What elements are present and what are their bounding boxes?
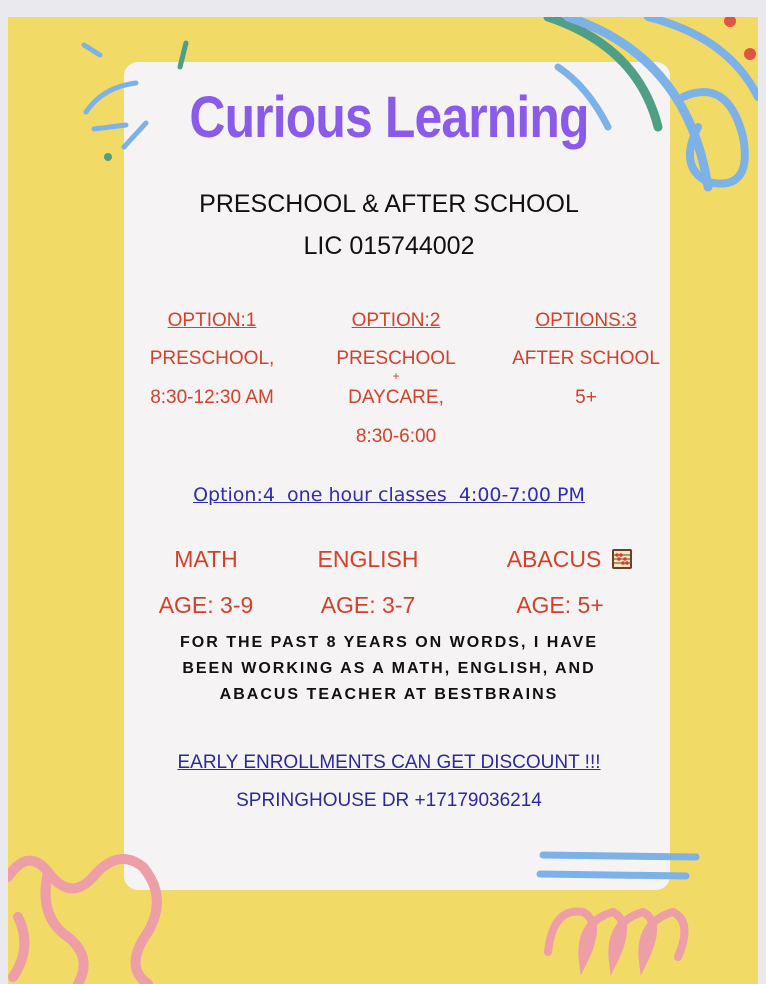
experience-line-3: ABACUS TEACHER AT BESTBRAINS: [219, 686, 559, 703]
option-1-heading: OPTION:1: [167, 310, 257, 331]
subject-english: ENGLISH: [317, 546, 419, 572]
pink-loops-bottomright: [548, 912, 684, 963]
subject-math: MATH: [174, 546, 238, 572]
subject-english-age: AGE: 3-7: [320, 592, 416, 618]
subject-abacus: ABACUS: [506, 546, 602, 572]
option-4-line: Option:4 one hour classes 4:00-7:00 PM: [193, 484, 585, 506]
option-2-line1: PRESCHOOL: [336, 348, 456, 369]
abacus-icon: [611, 548, 633, 570]
contact-info: SPRINGHOUSE DR +17179036214: [236, 790, 542, 811]
option-3-heading: OPTIONS:3: [535, 310, 637, 331]
option-2-heading: OPTION:2: [351, 310, 441, 331]
option-2-line3: 8:30-6:00: [355, 426, 437, 447]
discount-notice: EARLY ENROLLMENTS CAN GET DISCOUNT !!!: [177, 752, 601, 773]
option-3-line2: 5+: [575, 387, 597, 408]
option-1-line2: 8:30-12:30 AM: [150, 387, 274, 408]
option-2-line2: DAYCARE,: [348, 387, 444, 408]
option-3-line1: AFTER SCHOOL: [512, 348, 660, 369]
experience-line-1: FOR THE PAST 8 YEARS ON WORDS, I HAVE: [179, 634, 599, 651]
subject-abacus-group: [480, 546, 660, 573]
experience-line-2: BEEN WORKING AS A MATH, ENGLISH, AND: [182, 660, 596, 677]
subject-math-age: AGE: 3-9: [158, 592, 254, 618]
option-2-plus: +: [392, 369, 400, 383]
page-title: Curious Learning: [189, 85, 589, 150]
option-1-line1: PRESCHOOL,: [149, 348, 275, 369]
license-number: LIC 015744002: [303, 232, 475, 260]
subject-abacus-age: AGE: 5+: [516, 592, 604, 618]
subtitle: PRESCHOOL & AFTER SCHOOL: [199, 190, 579, 218]
